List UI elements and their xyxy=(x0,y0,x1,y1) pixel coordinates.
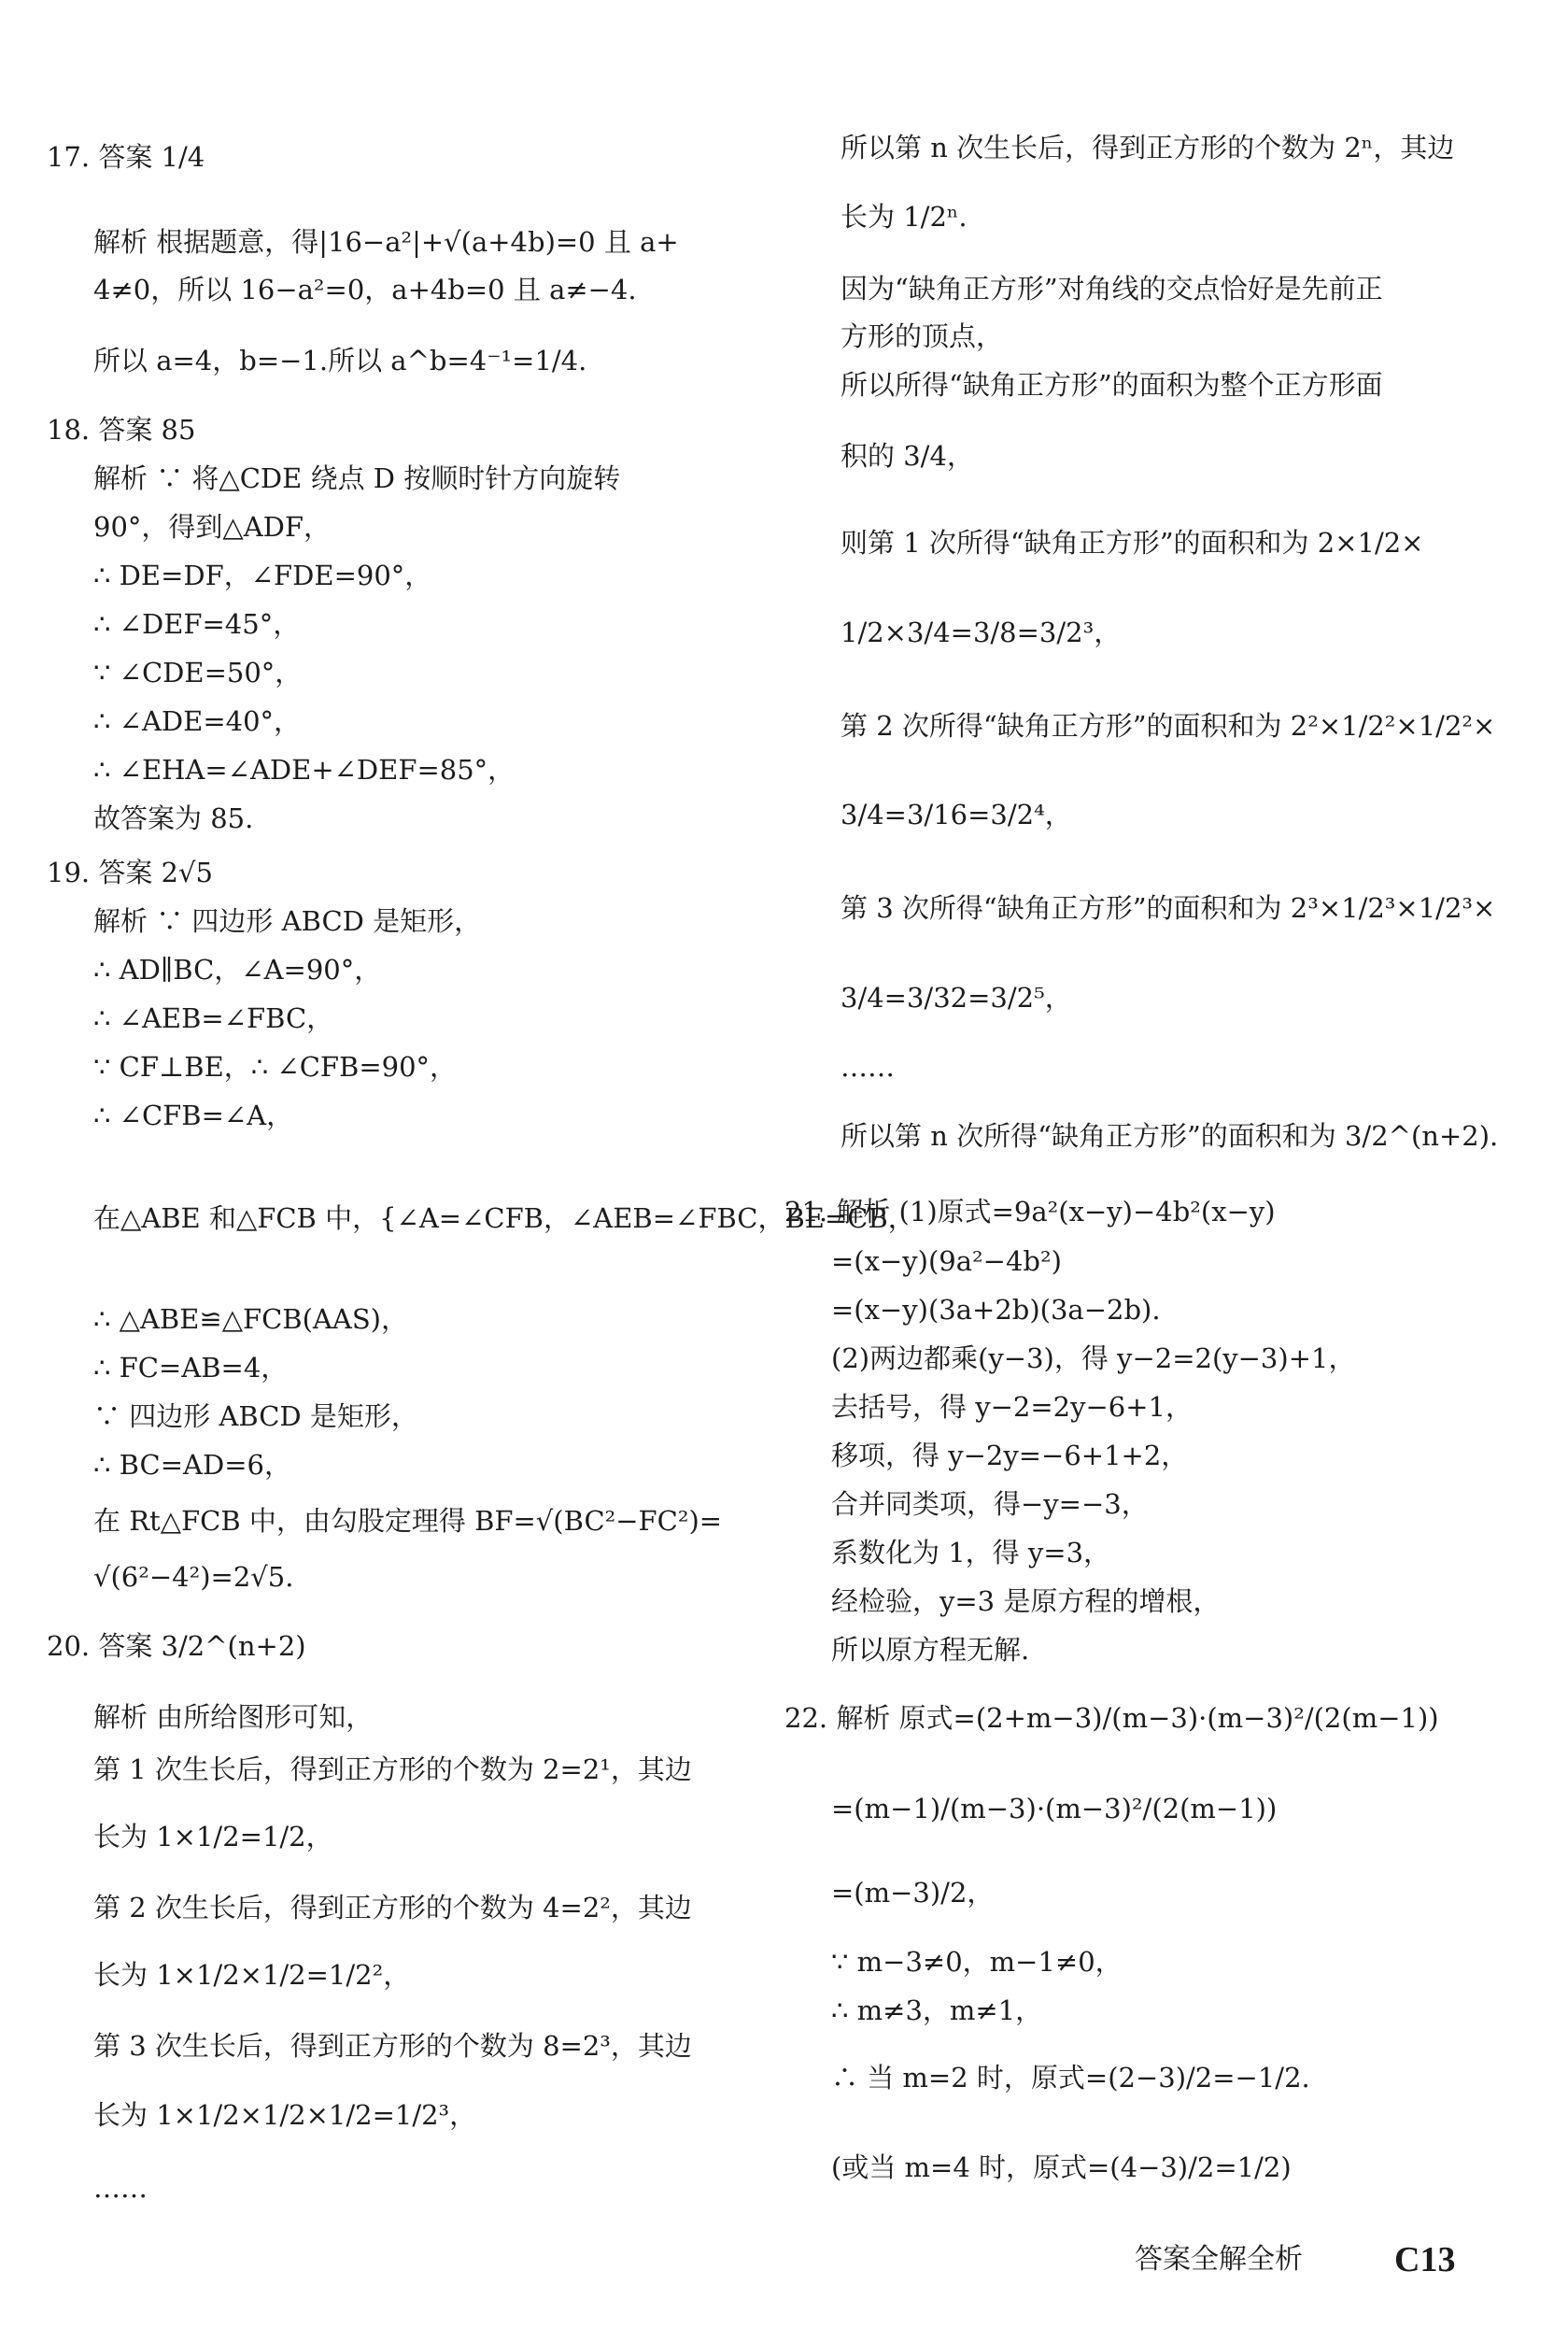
q20-line-7: 长为 1×1/2×1/2×1/2=1/2³， xyxy=(93,2099,477,2131)
q20-line-5: 长为 1×1/2×1/2=1/2²， xyxy=(93,1959,411,1991)
q21-line-3: =(x−y)(3a+2b)(3a−2b). xyxy=(831,1294,1161,1326)
q20-cont-line-9: 第 2 次所得“缺角正方形”的面积和为 2²×1/2²×1/2²× xyxy=(841,710,1496,742)
q20-cont-line-5: 所以所得“缺角正方形”的面积为整个正方形面 xyxy=(841,369,1383,401)
q19-line-8: ∴ FC=AB=4， xyxy=(93,1352,289,1384)
q22-line-6: ∴ 当 m=2 时，原式=(2−3)/2=−1/2. xyxy=(831,2062,1310,2094)
q21-line-8: 系数化为 1，得 y=3， xyxy=(831,1537,1111,1568)
q20-ellipsis: …… xyxy=(93,2172,148,2204)
q19-line-7: ∴ △ABE≌△FCB(AAS)， xyxy=(93,1303,408,1335)
q20-cont-ellipsis: …… xyxy=(841,1051,895,1083)
q20-line-1: 解析 由所给图形可知， xyxy=(93,1701,374,1733)
q22-line-4: ∵ m−3≠0，m−1≠0， xyxy=(831,1946,1123,1978)
q21-line-1: 21. 解析 (1)原式=9a²(x−y)−4b²(x−y) xyxy=(784,1196,1276,1228)
q19-line-9: ∵ 四边形 ABCD 是矩形， xyxy=(93,1400,418,1432)
q20-cont-line-4: 方形的顶点， xyxy=(841,320,1004,352)
q20-answer: 20. 答案 3/2^(n+2) xyxy=(47,1630,306,1662)
q22-line-5: ∴ m≠3，m≠1， xyxy=(831,1994,1043,2026)
q20-cont-line-10: 3/4=3/16=3/2⁴， xyxy=(841,799,1072,830)
q18-answer: 18. 答案 85 xyxy=(47,414,196,446)
q17-line-3: 所以 a=4，b=−1.所以 a^b=4⁻¹=1/4. xyxy=(93,345,587,376)
q20-cont-line-7: 则第 1 次所得“缺角正方形”的面积和为 2×1/2× xyxy=(841,527,1424,559)
q20-cont-line-8: 1/2×3/4=3/8=3/2³， xyxy=(841,617,1122,648)
q22-line-7: (或当 m=4 时，原式=(4−3)/2=1/2) xyxy=(831,2151,1292,2183)
q22-line-3: =(m−3)/2， xyxy=(831,1877,995,1909)
q21-line-5: 去括号，得 y−2=2y−6+1， xyxy=(831,1391,1193,1423)
q18-line-7: ∴ ∠EHA=∠ADE+∠DEF=85°， xyxy=(93,754,516,786)
q21-line-7: 合并同类项，得−y=−3， xyxy=(831,1488,1149,1520)
q20-cont-line-12: 3/4=3/32=3/2⁵， xyxy=(841,982,1072,1014)
q19-line-11: 在 Rt△FCB 中，由勾股定理得 BF=√(BC²−FC²)= xyxy=(93,1505,723,1537)
q22-line-1: 22. 解析 原式=(2+m−3)/(m−3)·(m−3)²/(2(m−1)) xyxy=(784,1702,1439,1734)
q20-cont-line-3: 因为“缺角正方形”对角线的交点恰好是先前正 xyxy=(841,273,1383,305)
q20-cont-conclusion: 所以第 n 次所得“缺角正方形”的面积和为 3/2^(n+2). xyxy=(841,1120,1499,1152)
q20-cont-line-6: 积的 3/4， xyxy=(841,440,974,472)
q19-system: 在△ABE 和△FCB 中，{∠A=∠CFB，∠AEB=∠FBC，BE=CB， xyxy=(93,1202,915,1234)
q21-line-4: (2)两边都乘(y−3)，得 y−2=2(y−3)+1， xyxy=(831,1342,1356,1374)
q22-line-2: =(m−1)/(m−3)·(m−3)²/(2(m−1)) xyxy=(831,1793,1278,1824)
q19-line-12: √(6²−4²)=2√5. xyxy=(93,1561,294,1593)
q20-line-6: 第 3 次生长后，得到正方形的个数为 8=2³，其边 xyxy=(93,2030,692,2062)
q18-line-1: 解析 ∵ 将△CDE 绕点 D 按顺时针方向旋转 xyxy=(93,462,621,494)
q18-line-2: 90°，得到△ADF， xyxy=(93,511,332,543)
footer-label: 答案全解全析 xyxy=(1135,2243,1303,2276)
q18-line-5: ∵ ∠CDE=50°， xyxy=(93,657,303,688)
q20-cont-line-1: 所以第 n 次生长后，得到正方形的个数为 2ⁿ，其边 xyxy=(841,132,1455,163)
q21-line-2: =(x−y)(9a²−4b²) xyxy=(831,1245,1062,1277)
q19-line-4: ∵ CF⊥BE，∴ ∠CFB=90°， xyxy=(93,1051,458,1083)
q20-line-4: 第 2 次生长后，得到正方形的个数为 4=2²，其边 xyxy=(93,1892,692,1923)
q18-line-8: 故答案为 85. xyxy=(93,802,254,834)
q18-line-6: ∴ ∠ADE=40°， xyxy=(93,705,302,737)
q20-cont-line-2: 长为 1/2ⁿ. xyxy=(841,201,968,233)
q21-line-10: 所以原方程无解. xyxy=(831,1634,1030,1666)
q18-line-3: ∴ DE=DF，∠FDE=90°， xyxy=(93,560,432,591)
q21-line-6: 移项，得 y−2y=−6+1+2， xyxy=(831,1440,1189,1471)
q19-line-3: ∴ ∠AEB=∠FBC， xyxy=(93,1002,334,1034)
q19-line-2: ∴ AD∥BC，∠A=90°， xyxy=(93,954,382,986)
page-number: C13 xyxy=(1394,2240,1456,2279)
q17-answer: 17. 答案 1/4 xyxy=(47,141,205,173)
q19-line-5: ∴ ∠CFB=∠A， xyxy=(93,1100,294,1131)
q19-line-1: 解析 ∵ 四边形 ABCD 是矩形， xyxy=(93,905,482,937)
q21-line-9: 经检验，y=3 是原方程的增根， xyxy=(831,1585,1221,1617)
q20-line-2: 第 1 次生长后，得到正方形的个数为 2=2¹，其边 xyxy=(93,1753,692,1785)
q19-answer: 19. 答案 2√5 xyxy=(47,857,213,888)
q20-line-3: 长为 1×1/2=1/2， xyxy=(93,1821,333,1852)
q17-line-1: 解析 根据题意，得|16−a²|+√(a+4b)=0 且 a+ xyxy=(93,226,679,258)
q17-line-2: 4≠0，所以 16−a²=0，a+4b=0 且 a≠−4. xyxy=(93,274,637,305)
q18-line-4: ∴ ∠DEF=45°， xyxy=(93,608,301,640)
q20-cont-line-11: 第 3 次所得“缺角正方形”的面积和为 2³×1/2³×1/2³× xyxy=(841,892,1496,924)
q19-line-10: ∴ BC=AD=6， xyxy=(93,1449,291,1481)
